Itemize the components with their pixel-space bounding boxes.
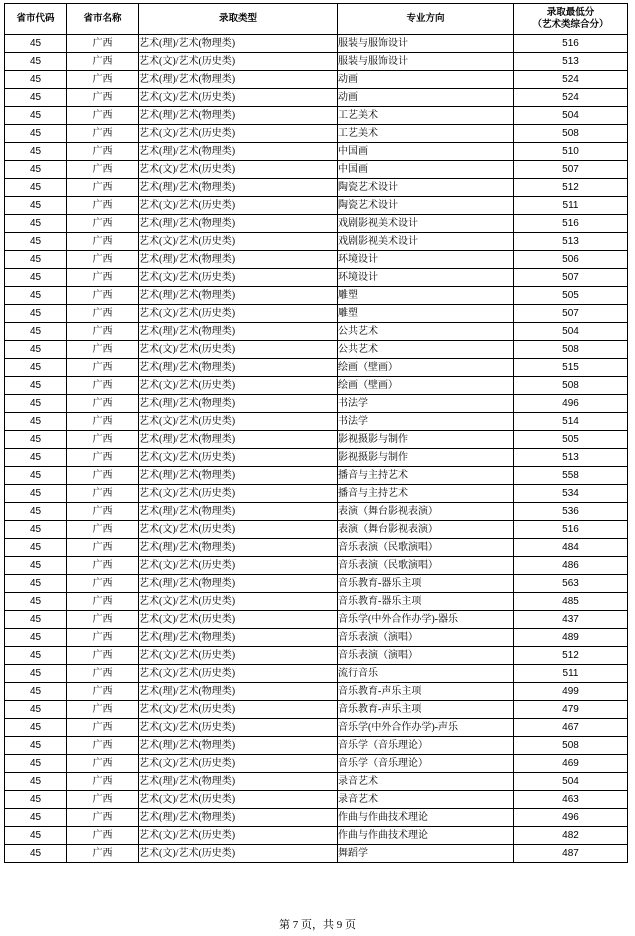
cell-province: 广西 bbox=[67, 791, 139, 809]
cell-type: 艺术(理)/艺术(物理类) bbox=[139, 179, 338, 197]
table-row bbox=[5, 719, 628, 737]
cell-province: 广西 bbox=[67, 665, 139, 683]
table-row bbox=[5, 161, 628, 179]
cell-code: 45 bbox=[5, 215, 67, 233]
cell-major: 音乐表演（演唱） bbox=[338, 647, 514, 665]
cell-code: 45 bbox=[5, 413, 67, 431]
table-row bbox=[5, 737, 628, 755]
cell-type: 艺术(理)/艺术(物理类) bbox=[139, 539, 338, 557]
cell-major: 录音艺术 bbox=[338, 773, 514, 791]
cell-major: 音乐教育-声乐主项 bbox=[338, 683, 514, 701]
table-row bbox=[5, 665, 628, 683]
cell-major: 录音艺术 bbox=[338, 791, 514, 809]
table-row bbox=[5, 341, 628, 359]
cell-score: 467 bbox=[514, 719, 628, 737]
table-row bbox=[5, 233, 628, 251]
table-row bbox=[5, 269, 628, 287]
cell-major: 服装与服饰设计 bbox=[338, 53, 514, 71]
cell-province: 广西 bbox=[67, 233, 139, 251]
cell-major: 表演（舞台影视表演） bbox=[338, 521, 514, 539]
page-footer: 第 7 页，共 9 页 bbox=[279, 919, 356, 931]
cell-province: 广西 bbox=[67, 413, 139, 431]
cell-code: 45 bbox=[5, 755, 67, 773]
cell-code: 45 bbox=[5, 359, 67, 377]
cell-score: 534 bbox=[514, 485, 628, 503]
cell-province: 广西 bbox=[67, 71, 139, 89]
cell-score: 524 bbox=[514, 89, 628, 107]
table-row bbox=[5, 179, 628, 197]
cell-province: 广西 bbox=[67, 809, 139, 827]
cell-score: 506 bbox=[514, 251, 628, 269]
cell-code: 45 bbox=[5, 845, 67, 863]
cell-major: 舞蹈学 bbox=[338, 845, 514, 863]
cell-code: 45 bbox=[5, 251, 67, 269]
cell-province: 广西 bbox=[67, 845, 139, 863]
header-score-line1: 录取最低分 bbox=[546, 7, 595, 18]
cell-major: 绘画（壁画） bbox=[338, 359, 514, 377]
cell-score: 513 bbox=[514, 53, 628, 71]
cell-score: 504 bbox=[514, 107, 628, 125]
cell-score: 485 bbox=[514, 593, 628, 611]
cell-major: 公共艺术 bbox=[338, 323, 514, 341]
cell-type: 艺术(理)/艺术(物理类) bbox=[139, 575, 338, 593]
cell-type: 艺术(理)/艺术(物理类) bbox=[139, 431, 338, 449]
table-row bbox=[5, 611, 628, 629]
cell-score: 505 bbox=[514, 287, 628, 305]
cell-province: 广西 bbox=[67, 125, 139, 143]
cell-major: 环境设计 bbox=[338, 251, 514, 269]
cell-code: 45 bbox=[5, 125, 67, 143]
table-row bbox=[5, 467, 628, 485]
cell-code: 45 bbox=[5, 521, 67, 539]
cell-type: 艺术(理)/艺术(物理类) bbox=[139, 359, 338, 377]
cell-type: 艺术(文)/艺术(历史类) bbox=[139, 449, 338, 467]
cell-score: 513 bbox=[514, 449, 628, 467]
table-row bbox=[5, 71, 628, 89]
cell-code: 45 bbox=[5, 305, 67, 323]
cell-major: 音乐表演（民歌演唱） bbox=[338, 557, 514, 575]
cell-province: 广西 bbox=[67, 629, 139, 647]
cell-code: 45 bbox=[5, 449, 67, 467]
cell-major: 戏剧影视美术设计 bbox=[338, 233, 514, 251]
cell-province: 广西 bbox=[67, 773, 139, 791]
cell-type: 艺术(文)/艺术(历史类) bbox=[139, 413, 338, 431]
cell-code: 45 bbox=[5, 665, 67, 683]
cell-code: 45 bbox=[5, 377, 67, 395]
cell-type: 艺术(理)/艺术(物理类) bbox=[139, 251, 338, 269]
cell-score: 524 bbox=[514, 71, 628, 89]
cell-type: 艺术(文)/艺术(历史类) bbox=[139, 557, 338, 575]
cell-type: 艺术(理)/艺术(物理类) bbox=[139, 809, 338, 827]
table-row bbox=[5, 143, 628, 161]
cell-type: 艺术(文)/艺术(历史类) bbox=[139, 611, 338, 629]
cell-score: 499 bbox=[514, 683, 628, 701]
cell-province: 广西 bbox=[67, 593, 139, 611]
admission-score-table bbox=[4, 3, 628, 863]
cell-province: 广西 bbox=[67, 431, 139, 449]
table-row bbox=[5, 539, 628, 557]
cell-province: 广西 bbox=[67, 449, 139, 467]
cell-score: 487 bbox=[514, 845, 628, 863]
cell-code: 45 bbox=[5, 431, 67, 449]
table-body bbox=[5, 35, 628, 863]
cell-major: 音乐表演（演唱） bbox=[338, 629, 514, 647]
cell-code: 45 bbox=[5, 197, 67, 215]
cell-major: 陶瓷艺术设计 bbox=[338, 179, 514, 197]
cell-province: 广西 bbox=[67, 35, 139, 53]
table-row bbox=[5, 107, 628, 125]
cell-type: 艺术(文)/艺术(历史类) bbox=[139, 485, 338, 503]
cell-code: 45 bbox=[5, 611, 67, 629]
cell-code: 45 bbox=[5, 809, 67, 827]
cell-major: 公共艺术 bbox=[338, 341, 514, 359]
cell-type: 艺术(文)/艺术(历史类) bbox=[139, 521, 338, 539]
cell-code: 45 bbox=[5, 395, 67, 413]
cell-major: 书法学 bbox=[338, 413, 514, 431]
header-province: 省市名称 bbox=[67, 4, 139, 35]
cell-code: 45 bbox=[5, 773, 67, 791]
cell-code: 45 bbox=[5, 485, 67, 503]
cell-score: 508 bbox=[514, 737, 628, 755]
cell-province: 广西 bbox=[67, 719, 139, 737]
cell-code: 45 bbox=[5, 827, 67, 845]
cell-major: 表演（舞台影视表演） bbox=[338, 503, 514, 521]
cell-code: 45 bbox=[5, 161, 67, 179]
table-row bbox=[5, 647, 628, 665]
cell-type: 艺术(理)/艺术(物理类) bbox=[139, 143, 338, 161]
cell-code: 45 bbox=[5, 341, 67, 359]
table-row bbox=[5, 593, 628, 611]
cell-province: 广西 bbox=[67, 53, 139, 71]
table-row bbox=[5, 845, 628, 863]
cell-score: 504 bbox=[514, 773, 628, 791]
cell-code: 45 bbox=[5, 683, 67, 701]
cell-major: 动画 bbox=[338, 89, 514, 107]
table-row bbox=[5, 431, 628, 449]
cell-province: 广西 bbox=[67, 701, 139, 719]
cell-type: 艺术(文)/艺术(历史类) bbox=[139, 233, 338, 251]
cell-province: 广西 bbox=[67, 485, 139, 503]
cell-code: 45 bbox=[5, 701, 67, 719]
cell-province: 广西 bbox=[67, 683, 139, 701]
cell-province: 广西 bbox=[67, 737, 139, 755]
cell-score: 515 bbox=[514, 359, 628, 377]
cell-score: 563 bbox=[514, 575, 628, 593]
cell-province: 广西 bbox=[67, 539, 139, 557]
cell-type: 艺术(理)/艺术(物理类) bbox=[139, 215, 338, 233]
cell-code: 45 bbox=[5, 89, 67, 107]
cell-type: 艺术(文)/艺术(历史类) bbox=[139, 53, 338, 71]
cell-major: 戏剧影视美术设计 bbox=[338, 215, 514, 233]
cell-major: 陶瓷艺术设计 bbox=[338, 197, 514, 215]
table-row bbox=[5, 521, 628, 539]
cell-type: 艺术(文)/艺术(历史类) bbox=[139, 755, 338, 773]
cell-score: 508 bbox=[514, 377, 628, 395]
header-score bbox=[514, 4, 628, 35]
cell-major: 作曲与作曲技术理论 bbox=[338, 809, 514, 827]
header-code: 省市代码 bbox=[5, 4, 67, 35]
cell-score: 507 bbox=[514, 269, 628, 287]
cell-major: 音乐学(中外合作办学)-器乐 bbox=[338, 611, 514, 629]
cell-major: 服装与服饰设计 bbox=[338, 35, 514, 53]
cell-type: 艺术(理)/艺术(物理类) bbox=[139, 467, 338, 485]
cell-province: 广西 bbox=[67, 305, 139, 323]
cell-province: 广西 bbox=[67, 197, 139, 215]
cell-province: 广西 bbox=[67, 287, 139, 305]
cell-province: 广西 bbox=[67, 161, 139, 179]
cell-type: 艺术(文)/艺术(历史类) bbox=[139, 125, 338, 143]
cell-type: 艺术(文)/艺术(历史类) bbox=[139, 269, 338, 287]
cell-major: 音乐学（音乐理论） bbox=[338, 755, 514, 773]
cell-code: 45 bbox=[5, 791, 67, 809]
cell-province: 广西 bbox=[67, 521, 139, 539]
cell-score: 512 bbox=[514, 179, 628, 197]
cell-province: 广西 bbox=[67, 215, 139, 233]
table-row bbox=[5, 413, 628, 431]
cell-code: 45 bbox=[5, 107, 67, 125]
cell-province: 广西 bbox=[67, 575, 139, 593]
cell-code: 45 bbox=[5, 269, 67, 287]
cell-type: 艺术(文)/艺术(历史类) bbox=[139, 341, 338, 359]
cell-province: 广西 bbox=[67, 611, 139, 629]
cell-score: 511 bbox=[514, 665, 628, 683]
cell-major: 影视摄影与制作 bbox=[338, 431, 514, 449]
table-row bbox=[5, 89, 628, 107]
cell-type: 艺术(理)/艺术(物理类) bbox=[139, 773, 338, 791]
table-row bbox=[5, 215, 628, 233]
cell-code: 45 bbox=[5, 557, 67, 575]
cell-province: 广西 bbox=[67, 377, 139, 395]
cell-score: 482 bbox=[514, 827, 628, 845]
cell-code: 45 bbox=[5, 737, 67, 755]
cell-type: 艺术(理)/艺术(物理类) bbox=[139, 395, 338, 413]
cell-type: 艺术(文)/艺术(历史类) bbox=[139, 665, 338, 683]
cell-major: 音乐教育-声乐主项 bbox=[338, 701, 514, 719]
cell-type: 艺术(文)/艺术(历史类) bbox=[139, 377, 338, 395]
cell-province: 广西 bbox=[67, 341, 139, 359]
cell-type: 艺术(理)/艺术(物理类) bbox=[139, 287, 338, 305]
cell-score: 516 bbox=[514, 35, 628, 53]
cell-code: 45 bbox=[5, 179, 67, 197]
cell-province: 广西 bbox=[67, 251, 139, 269]
table-row bbox=[5, 53, 628, 71]
cell-province: 广西 bbox=[67, 827, 139, 845]
cell-score: 513 bbox=[514, 233, 628, 251]
table-row bbox=[5, 449, 628, 467]
cell-type: 艺术(理)/艺术(物理类) bbox=[139, 629, 338, 647]
cell-code: 45 bbox=[5, 143, 67, 161]
cell-major: 影视摄影与制作 bbox=[338, 449, 514, 467]
table-row bbox=[5, 35, 628, 53]
table-row bbox=[5, 683, 628, 701]
table-row bbox=[5, 485, 628, 503]
cell-major: 播音与主持艺术 bbox=[338, 467, 514, 485]
table-row bbox=[5, 395, 628, 413]
cell-code: 45 bbox=[5, 503, 67, 521]
cell-type: 艺术(文)/艺术(历史类) bbox=[139, 305, 338, 323]
table-row bbox=[5, 701, 628, 719]
table-row bbox=[5, 791, 628, 809]
cell-code: 45 bbox=[5, 323, 67, 341]
cell-score: 505 bbox=[514, 431, 628, 449]
cell-code: 45 bbox=[5, 71, 67, 89]
cell-major: 音乐表演（民歌演唱） bbox=[338, 539, 514, 557]
cell-province: 广西 bbox=[67, 467, 139, 485]
table-row bbox=[5, 503, 628, 521]
table-row bbox=[5, 287, 628, 305]
cell-province: 广西 bbox=[67, 503, 139, 521]
table-header-row bbox=[5, 4, 628, 35]
cell-type: 艺术(理)/艺术(物理类) bbox=[139, 683, 338, 701]
cell-province: 广西 bbox=[67, 557, 139, 575]
cell-score: 512 bbox=[514, 647, 628, 665]
cell-score: 510 bbox=[514, 143, 628, 161]
cell-type: 艺术(理)/艺术(物理类) bbox=[139, 737, 338, 755]
cell-type: 艺术(理)/艺术(物理类) bbox=[139, 35, 338, 53]
cell-score: 516 bbox=[514, 215, 628, 233]
cell-score: 508 bbox=[514, 341, 628, 359]
header-major: 专业方向 bbox=[338, 4, 514, 35]
table-row bbox=[5, 827, 628, 845]
cell-score: 486 bbox=[514, 557, 628, 575]
cell-major: 播音与主持艺术 bbox=[338, 485, 514, 503]
cell-major: 流行音乐 bbox=[338, 665, 514, 683]
cell-major: 中国画 bbox=[338, 161, 514, 179]
cell-score: 508 bbox=[514, 125, 628, 143]
cell-type: 艺术(理)/艺术(物理类) bbox=[139, 503, 338, 521]
cell-type: 艺术(文)/艺术(历史类) bbox=[139, 89, 338, 107]
cell-province: 广西 bbox=[67, 359, 139, 377]
cell-score: 536 bbox=[514, 503, 628, 521]
cell-type: 艺术(理)/艺术(物理类) bbox=[139, 107, 338, 125]
cell-score: 463 bbox=[514, 791, 628, 809]
cell-province: 广西 bbox=[67, 395, 139, 413]
cell-type: 艺术(文)/艺术(历史类) bbox=[139, 701, 338, 719]
cell-major: 音乐学(中外合作办学)-声乐 bbox=[338, 719, 514, 737]
cell-major: 雕塑 bbox=[338, 305, 514, 323]
cell-type: 艺术(文)/艺术(历史类) bbox=[139, 647, 338, 665]
cell-province: 广西 bbox=[67, 143, 139, 161]
header-type: 录取类型 bbox=[139, 4, 338, 35]
cell-code: 45 bbox=[5, 35, 67, 53]
cell-type: 艺术(文)/艺术(历史类) bbox=[139, 197, 338, 215]
cell-code: 45 bbox=[5, 233, 67, 251]
table-row bbox=[5, 197, 628, 215]
cell-major: 雕塑 bbox=[338, 287, 514, 305]
cell-score: 496 bbox=[514, 395, 628, 413]
cell-score: 489 bbox=[514, 629, 628, 647]
cell-major: 动画 bbox=[338, 71, 514, 89]
table-row bbox=[5, 809, 628, 827]
cell-code: 45 bbox=[5, 287, 67, 305]
header-score-line2: （艺术类综合分） bbox=[532, 19, 609, 30]
table-row bbox=[5, 575, 628, 593]
table-row bbox=[5, 125, 628, 143]
cell-province: 广西 bbox=[67, 755, 139, 773]
cell-code: 45 bbox=[5, 629, 67, 647]
table-row bbox=[5, 755, 628, 773]
cell-score: 511 bbox=[514, 197, 628, 215]
cell-type: 艺术(文)/艺术(历史类) bbox=[139, 791, 338, 809]
cell-code: 45 bbox=[5, 539, 67, 557]
cell-code: 45 bbox=[5, 593, 67, 611]
cell-major: 工艺美术 bbox=[338, 107, 514, 125]
cell-code: 45 bbox=[5, 575, 67, 593]
cell-type: 艺术(理)/艺术(物理类) bbox=[139, 71, 338, 89]
cell-score: 479 bbox=[514, 701, 628, 719]
cell-major: 书法学 bbox=[338, 395, 514, 413]
cell-province: 广西 bbox=[67, 179, 139, 197]
cell-code: 45 bbox=[5, 53, 67, 71]
cell-type: 艺术(文)/艺术(历史类) bbox=[139, 845, 338, 863]
cell-province: 广西 bbox=[67, 323, 139, 341]
cell-province: 广西 bbox=[67, 107, 139, 125]
table-row bbox=[5, 773, 628, 791]
table-row bbox=[5, 557, 628, 575]
cell-major: 音乐教育-器乐主项 bbox=[338, 593, 514, 611]
cell-score: 504 bbox=[514, 323, 628, 341]
table-row bbox=[5, 359, 628, 377]
table-row bbox=[5, 251, 628, 269]
cell-major: 音乐教育-器乐主项 bbox=[338, 575, 514, 593]
cell-score: 516 bbox=[514, 521, 628, 539]
cell-major: 绘画（壁画） bbox=[338, 377, 514, 395]
cell-score: 437 bbox=[514, 611, 628, 629]
cell-major: 工艺美术 bbox=[338, 125, 514, 143]
cell-type: 艺术(理)/艺术(物理类) bbox=[139, 323, 338, 341]
cell-major: 中国画 bbox=[338, 143, 514, 161]
cell-type: 艺术(文)/艺术(历史类) bbox=[139, 161, 338, 179]
cell-code: 45 bbox=[5, 467, 67, 485]
cell-province: 广西 bbox=[67, 647, 139, 665]
cell-code: 45 bbox=[5, 719, 67, 737]
table-row bbox=[5, 323, 628, 341]
cell-score: 469 bbox=[514, 755, 628, 773]
cell-score: 514 bbox=[514, 413, 628, 431]
cell-province: 广西 bbox=[67, 89, 139, 107]
cell-major: 音乐学（音乐理论） bbox=[338, 737, 514, 755]
cell-code: 45 bbox=[5, 647, 67, 665]
cell-major: 环境设计 bbox=[338, 269, 514, 287]
cell-type: 艺术(文)/艺术(历史类) bbox=[139, 719, 338, 737]
cell-score: 496 bbox=[514, 809, 628, 827]
cell-province: 广西 bbox=[67, 269, 139, 287]
cell-major: 作曲与作曲技术理论 bbox=[338, 827, 514, 845]
cell-score: 507 bbox=[514, 305, 628, 323]
cell-score: 558 bbox=[514, 467, 628, 485]
table-row bbox=[5, 377, 628, 395]
cell-type: 艺术(文)/艺术(历史类) bbox=[139, 593, 338, 611]
table-row bbox=[5, 305, 628, 323]
cell-score: 484 bbox=[514, 539, 628, 557]
table-row bbox=[5, 629, 628, 647]
cell-type: 艺术(文)/艺术(历史类) bbox=[139, 827, 338, 845]
cell-score: 507 bbox=[514, 161, 628, 179]
